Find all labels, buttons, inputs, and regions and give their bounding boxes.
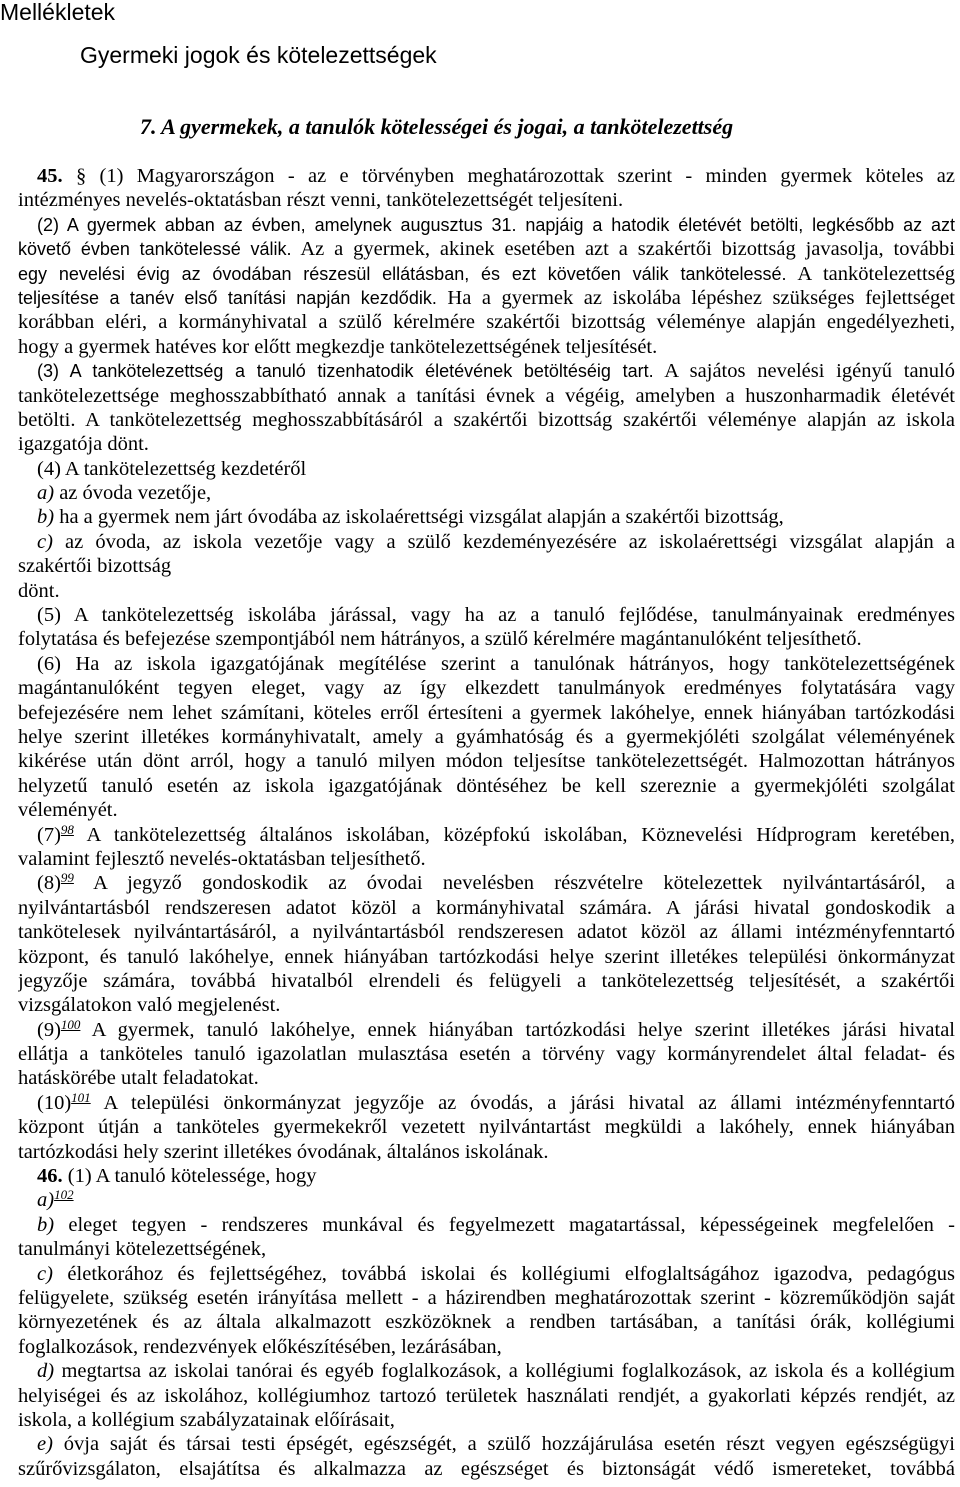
text-run: vizsgálatokon való megjelenést.: [18, 994, 281, 1017]
text-line: [18, 1140, 955, 1164]
text-run: (8): [37, 872, 61, 895]
text-run: szűrővizsgálaton, elsajátítsa és alkalmazza az egészséget és biztonságát védő ismereteket, továbbá: [18, 1457, 955, 1480]
text-line: [18, 1286, 955, 1310]
text-run: hogy a gyermek hatéves kor előtt megkezdje tankötelezettségének teljesítését.: [18, 335, 658, 358]
list-item: [18, 1213, 955, 1262]
text-line: [18, 774, 955, 798]
text-line: [18, 627, 955, 651]
text-run: folytatása és befejezése szempontjából nem hátrányos, a szülő kérelmére magántanulóként teljesíthető.: [18, 628, 862, 651]
document-body: [18, 164, 955, 1481]
text-line: [18, 798, 955, 822]
text-run: (9): [37, 1018, 61, 1041]
text-run: (2) A gyermek abban az évben, amelynek augusztus 31. napjáig a hatodik életévét betölti, legkésőbb az azt: [37, 214, 955, 235]
text-run: (4) A tankötelezettség kezdetéről: [37, 457, 307, 480]
subsection-paragraph: [18, 823, 955, 872]
text-run: tanulmányi kötelezettségének,: [18, 1238, 267, 1261]
text-line: [18, 481, 955, 505]
text-line: [18, 1213, 955, 1237]
subsection-paragraph: [18, 1091, 955, 1164]
list-item: [18, 1262, 955, 1360]
text-run: tartózkodási hely szerint illetékes óvodának, általános iskolának.: [18, 1140, 549, 1163]
text-run: befejezésére nem lehet számítani, köteles erről értesíteni a gyermek lakóhelye, ennek hiányában tartózkodási: [18, 701, 955, 724]
text-run: ha a gyermek nem járt óvodába az iskolaérettségi vizsgálat alapján a szakértői bizottság,: [54, 506, 784, 529]
text-line: [18, 1359, 955, 1383]
text-run: korábban eléri, a kormányhivatal a szülő kérelmére szakértői bizottság véleménye alapján engedélyezheti,: [18, 311, 955, 334]
text-line: [18, 896, 955, 920]
text-line: [18, 1384, 955, 1408]
subsection-paragraph: [18, 652, 955, 823]
text-run: A sajátos nevelési igényű tanuló: [653, 360, 955, 383]
section-paragraph: [18, 164, 955, 213]
chapter-title: 7. A gyermekek, a tanulók kötelességei és jogai, a tankötelezettség: [140, 114, 734, 139]
item-letter: c): [37, 1262, 53, 1285]
text-line: [18, 1115, 955, 1139]
subsection-paragraph: [18, 603, 955, 652]
text-run: magántanulóként tegyen eleget, vagy az így elkezdett tanulmányok eredményes folytatására vagy: [18, 677, 955, 700]
list-item: [18, 1359, 955, 1432]
text-run: (10): [37, 1091, 72, 1114]
text-run: A települési önkormányzat jegyzője az óvodás, a járási hivatal az állami intézményfenntartó: [90, 1091, 955, 1114]
text-line: [18, 1164, 955, 1188]
text-line: [18, 1310, 955, 1334]
subsection-paragraph: [18, 213, 955, 359]
text-line: [18, 188, 955, 212]
text-line: [18, 652, 955, 676]
text-line: [18, 1237, 955, 1261]
text-line: [18, 1042, 955, 1066]
text-run: intézményes nevelés-oktatásban részt venni, tankötelezettségét teljesíteni.: [18, 189, 624, 212]
text-line: [18, 457, 955, 481]
subsection-paragraph: [18, 359, 955, 457]
text-line: [18, 1018, 955, 1042]
text-line: [18, 1091, 955, 1115]
text-run: hatáskörébe utalt feladatokat.: [18, 1067, 259, 1090]
text-line: [18, 945, 955, 969]
text-line: [18, 969, 955, 993]
document-title: Gyermeki jogok és kötelezettségek: [80, 42, 437, 68]
text-line: [18, 1188, 955, 1212]
text-run: nyilvántartásból rendszeresen adatot közöl a kormányhivatal számára. A járási hivatal gondoskodik a: [18, 896, 955, 919]
footnote-ref-link[interactable]: 98: [60, 822, 74, 837]
text-run: (7): [37, 823, 61, 846]
text-run: követő évben tankötelessé válik.: [18, 239, 292, 260]
text-line: [18, 554, 955, 578]
text-line: [18, 823, 955, 847]
text-run: véleményét.: [18, 799, 118, 822]
text-run: eleget tegyen - rendszeres munkával és fegyelmezett magatartással, képességeinek megfelelően -: [54, 1213, 955, 1236]
text-run: egy nevelési évig az óvodában részesül ellátásban, és ezt követően válik tankötelessé.: [18, 263, 787, 284]
text-line: [18, 530, 955, 554]
text-run: központ, és tanuló lakóhelye, ennek hiányában tartózkodási helye szerint illetékes települési önkormányzat: [18, 945, 955, 968]
list-item: [18, 505, 955, 529]
item-letter: b): [37, 506, 55, 529]
text-run: teljesítése a tanév első tanítási napján kezdődik.: [18, 287, 437, 308]
list-item: [18, 481, 955, 505]
text-line: [18, 1262, 955, 1286]
item-letter: d): [37, 1360, 55, 1383]
text-line: [18, 1432, 955, 1456]
text-run: dönt.: [18, 579, 60, 602]
footnote-ref-link[interactable]: 102: [54, 1188, 74, 1203]
text-run: A jegyző gondoskodik az óvodai nevelésben részvételre kötelezettek nyilvántartásáról, a: [73, 872, 955, 895]
text-run: (1) A tanuló kötelessége, hogy: [62, 1165, 317, 1188]
text-run: foglalkozások, rendezvények előkészítésében, lezárásában,: [18, 1335, 502, 1358]
text-line: [18, 1408, 955, 1432]
text-run: (3) A tankötelezettség a tanuló tizenhatodik életévének betöltéséig tart.: [37, 361, 654, 382]
text-line: [18, 408, 955, 432]
text-line: [18, 310, 955, 334]
item-letter: a): [37, 482, 55, 505]
text-run: ellátja a tanköteles tanuló igazolatlan mulasztása esetén a törvény vagy kormányrendelet által feladat- és: [18, 1043, 955, 1066]
item-letter: c): [37, 530, 53, 553]
text-line: [18, 993, 955, 1017]
text-run: jegyzője számára, továbbá hivatalból elrendeli és felügyeli a tankötelezettség teljesítését, a szakértői: [18, 969, 955, 992]
text-run: iskola, a kollégium szabályzatainak előírásait,: [18, 1408, 395, 1431]
section-paragraph: [18, 1164, 955, 1188]
text-line: [18, 432, 955, 456]
text-run: megtartsa az iskolai tanórai és egyéb foglalkozások, a kollégiumi foglalkozások, az iskola és a kollégium: [54, 1360, 955, 1383]
footnote-ref-link[interactable]: 101: [71, 1090, 91, 1105]
text-run: Ha a gyermek az iskolába lépéshez szükséges fejlettséget: [436, 286, 955, 309]
item-letter: e): [37, 1433, 53, 1456]
text-run: óvja saját és társai testi épségét, egészségét, a szülő hozzájárulása esetén részt vegyen egészségügyi: [52, 1433, 955, 1456]
list-item: [18, 1188, 955, 1212]
text-line: [18, 749, 955, 773]
text-line: [18, 384, 955, 408]
text-run: tankötelezettsége meghosszabbítható annak a tanítási évnek a végéig, amelyben a huszonharmadik életévét: [18, 384, 955, 407]
text-run: A tankötelezettség általános iskolában, középfokú iskolában, Köznevelési Hídprogram keretében,: [73, 823, 955, 846]
text-line: [18, 676, 955, 700]
text-run: § (1) Magyarországon - az e törvényben meghatározottak szerint - minden gyermek köteles az: [62, 165, 955, 187]
text-run: felügyelete, szükség esetén irányítása mellett - a házirendben meghatározottak szerint - közreműködjön saját: [18, 1286, 955, 1309]
item-letter: b): [37, 1213, 55, 1236]
text-line: [18, 920, 955, 944]
text-line: [18, 335, 955, 359]
text-line: [18, 847, 955, 871]
text-run: valamint fejlesztő nevelés-oktatásban teljesíthető.: [18, 847, 426, 870]
closing-text: [18, 579, 955, 603]
text-line: [18, 164, 955, 188]
subsection-paragraph: [18, 1018, 955, 1091]
text-run: helyiségei és az iskolához, kollégiumhoz tartozó területek használati rendjét, a gyakorlati képzés rendjét, az: [18, 1384, 955, 1407]
text-run: igazgatója dönt.: [18, 433, 149, 456]
list-item: [18, 1432, 955, 1481]
appendix-heading: Mellékletek: [0, 0, 116, 25]
text-run: környezetének és az általa alkalmazott eszközöknek a rendben tartásában, a tanítási órák, kollégiumi: [18, 1311, 955, 1334]
text-run: tankötelesek nyilvántartásáról, a nyilvántartásból rendszeresen adatot közöl az állami intézményfenntartó: [18, 921, 955, 944]
text-line: [18, 603, 955, 627]
text-run: kikérése után dönt arról, hogy a tanuló milyen módon teljesítse tankötelezettségét. Halmozottan hátrányos: [18, 750, 955, 773]
text-run: az óvoda vezetője,: [54, 482, 212, 505]
text-line: [18, 1335, 955, 1359]
text-line: [18, 262, 955, 286]
footnote-ref-link[interactable]: 100: [60, 1017, 81, 1032]
text-run: szakértői bizottság: [18, 555, 172, 578]
text-run: Az a gyermek, akinek esetében azt a szakértői bizottság javasolja, további: [291, 238, 955, 261]
text-run: (5) A tankötelezettség iskolába járással, vagy ha az a tanuló fejlődése, tanulmányainak eredményes: [37, 604, 955, 627]
item-letter: a): [37, 1189, 55, 1212]
text-line: [18, 237, 955, 261]
text-run: az óvoda, az iskola vezetője vagy a szülő kezdeményezésére az iskolaérettségi vizsgálat alapján a: [52, 530, 955, 553]
text-run: betölti. A tankötelezettség meghosszabbításáról a szakértői bizottság szakértői véleménye alapján az iskola: [18, 408, 955, 431]
text-line: [18, 505, 955, 529]
footnote-ref-link[interactable]: 99: [60, 871, 74, 886]
text-line: [18, 213, 955, 237]
text-line: [18, 359, 955, 383]
section-number: 46.: [37, 1165, 63, 1188]
text-run: életkorához és fejlettségéhez, továbbá iskolai és kollégiumi elfoglaltságához igazodva, pedagógus: [52, 1262, 955, 1285]
text-line: [18, 871, 955, 895]
text-line: [18, 701, 955, 725]
text-run: A gyermek, tanuló lakóhelye, ennek hiányában tartózkodási helye szerint illetékes járási hivatal: [80, 1018, 955, 1041]
text-line: [18, 1066, 955, 1090]
text-run: (6) Ha az iskola igazgatójának megítélése szerint a tanulónak hátrányos, hogy tankötelezettségének: [37, 652, 955, 675]
text-line: [18, 579, 955, 603]
subsection-paragraph: [18, 457, 955, 481]
text-run: központ útján a tanköteles gyermekekről vezetett nyilvántartást megküldi a lakóhely, ennek hiányában: [18, 1116, 955, 1139]
subsection-paragraph: [18, 871, 955, 1017]
text-line: [18, 1457, 955, 1481]
text-run: helye szerint illetékes kormányhivatalt, amely a gyámhatóság és a gyermekjóléti szolgálat véleményének: [18, 725, 955, 748]
text-run: A tankötelezettség: [786, 262, 955, 285]
text-line: [18, 286, 955, 310]
list-item: [18, 530, 955, 579]
section-number: 45.: [37, 165, 63, 187]
text-run: helyzetű tanuló esetén az iskola igazgatójának döntéséhez be kell szereznie a gyermekjóléti szolgálat: [18, 774, 955, 797]
text-line: [18, 725, 955, 749]
